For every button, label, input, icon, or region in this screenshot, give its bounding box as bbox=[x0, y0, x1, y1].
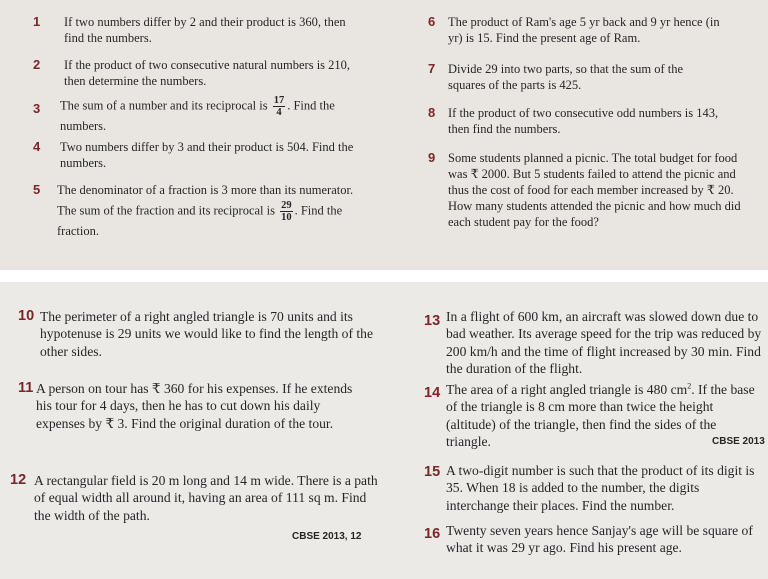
question-number: 14 bbox=[424, 385, 441, 401]
top-page bbox=[0, 0, 768, 270]
question-number: 7 bbox=[428, 61, 436, 76]
question-15: A two-digit number is such that the product of its digit is 35. When 18 is added to the number, the digits interchange their places. Find the number. bbox=[446, 463, 755, 513]
question-number: 16 bbox=[424, 526, 441, 542]
question-13: In a flight of 600 km, an aircraft was slowed down due to bad weather. Its average speed for the trip was reduced by 200 km/h and the time of flight increased by 30 min. Find the duration of the flight. bbox=[446, 309, 762, 377]
question-number: 12 bbox=[10, 472, 27, 488]
question-number: 5 bbox=[33, 182, 41, 197]
question-number: 13 bbox=[424, 313, 441, 329]
fraction bbox=[273, 95, 286, 118]
fraction bbox=[280, 200, 293, 223]
fraction-numerator: 29 bbox=[281, 199, 292, 211]
question-14-text: The area of a right angled triangle is 480 cm bbox=[446, 382, 688, 397]
question-number: 3 bbox=[33, 101, 41, 116]
question-7: Divide 29 into two parts, so that the sum of the squares of the parts is 425. bbox=[448, 62, 684, 92]
fraction-denominator: 10 bbox=[281, 211, 292, 223]
question-12: A rectangular field is 20 m long and 14 m wide. There is a path of equal width all around it, having an area of 111 sq m. Find the width of the path. bbox=[34, 473, 378, 523]
question-10: The perimeter of a right angled triangle is 70 units and its hypotenuse is 29 units we would like to find the length of the other sides. bbox=[40, 309, 374, 359]
question-5-text-end: . Find the fraction. bbox=[57, 202, 343, 238]
question-5 bbox=[57, 182, 357, 240]
question-1: If two numbers differ by 2 and their product is 360, then find the numbers. bbox=[64, 15, 346, 45]
question-number: 1 bbox=[33, 14, 41, 29]
fraction-numerator: 17 bbox=[273, 95, 285, 106]
question-number: 8 bbox=[428, 105, 436, 120]
question-2: If the product of two consecutive natural numbers is 210, then determine the numbers. bbox=[64, 58, 351, 88]
question-number: 4 bbox=[33, 139, 41, 154]
bottom-page bbox=[0, 282, 768, 579]
question-number: 11 bbox=[18, 380, 34, 396]
source-tag: CBSE 2013 bbox=[712, 436, 765, 447]
question-number: 9 bbox=[428, 150, 436, 165]
question-3 bbox=[60, 95, 370, 134]
question-4: Two numbers differ by 3 and their product is 504. Find the numbers. bbox=[60, 140, 354, 170]
question-16: Twenty seven years hence Sanjay's age will be square of what it was 29 yr ago. Find his present age. bbox=[446, 523, 753, 556]
question-5-text: The denominator of a fraction is 3 more than its numerator. The sum of the fraction and its reciprocal is bbox=[57, 183, 354, 217]
question-3-text: The sum of a number and its reciprocal is bbox=[60, 98, 268, 113]
question-8: If the product of two consecutive odd numbers is 143, then find the numbers. bbox=[448, 106, 719, 136]
question-6: The product of Ram's age 5 yr back and 9 yr hence (in yr) is 15. Find the present age of Ram. bbox=[448, 15, 720, 45]
question-number: 6 bbox=[428, 14, 436, 29]
question-14-text-end: . If the base of the triangle is 8 cm more than twice the height (altitude) of the triangle, then find the sides of the triangle. bbox=[446, 382, 755, 450]
question-11: A person on tour has ₹ 360 for his expenses. If he extends his tour for 4 days, then he has to cut down his daily expenses by ₹ 3. Find the original duration of the tour. bbox=[36, 381, 353, 431]
question-number: 15 bbox=[424, 464, 441, 480]
question-number: 10 bbox=[18, 308, 35, 324]
superscript: 2 bbox=[687, 381, 692, 391]
fraction-denominator: 4 bbox=[276, 107, 282, 119]
question-9: Some students planned a picnic. The total budget for food was ₹ 2000. But 5 students failed to attend the picnic and thus the cost of food for each member increased by ₹ 20. How many students attended the picnic and how much did each student pay for the food? bbox=[448, 151, 741, 229]
question-number: 2 bbox=[33, 57, 41, 72]
source-tag: CBSE 2013, 12 bbox=[292, 531, 362, 542]
question-3-text-end: . Find the numbers. bbox=[60, 98, 335, 134]
